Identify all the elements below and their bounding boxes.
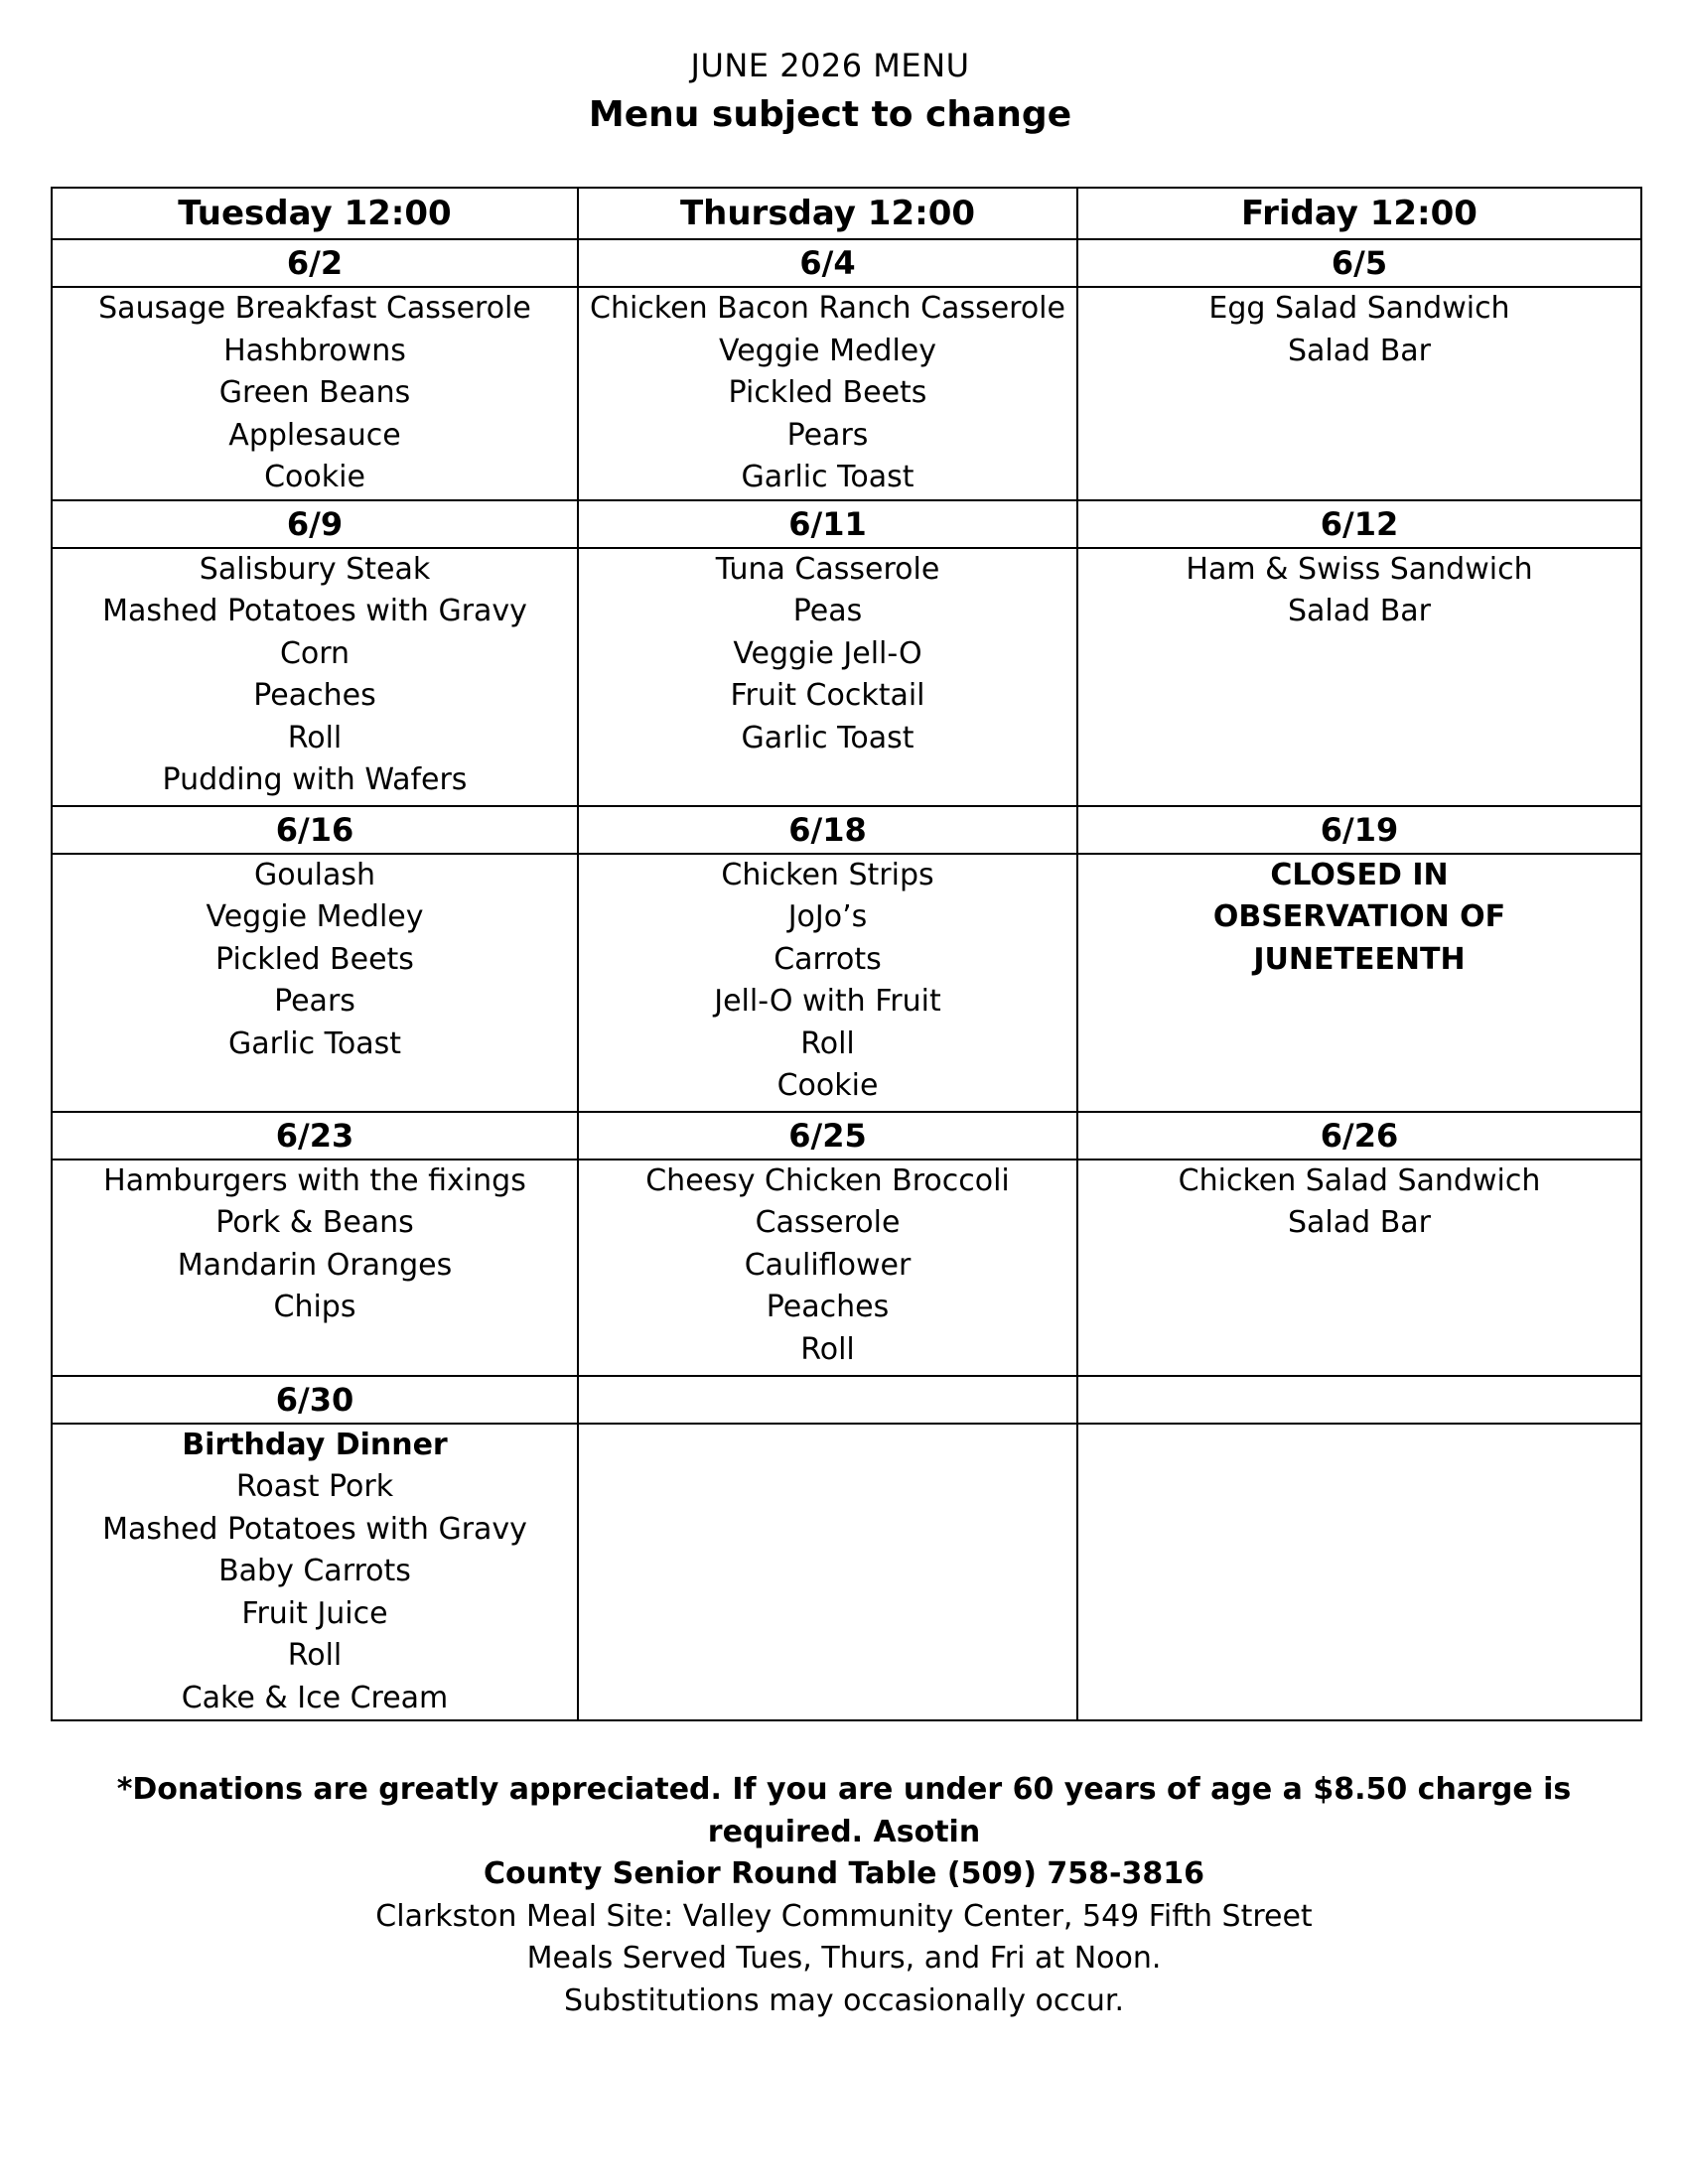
substitutions-note: Substitutions may occasionally occur.	[563, 1982, 1124, 2018]
date-cell-thursday: 6/4	[578, 239, 1077, 287]
menu-cell-tuesday	[52, 854, 578, 1112]
menu-cell-friday	[1077, 1424, 1641, 1721]
donation-note-line-1: *Donations are greatly appreciated. If you are under 60 years of age a $8.50 charge is required. Asotin	[116, 1772, 1572, 1849]
menu-item: Pickled Beets	[215, 941, 414, 977]
menu-item: Roll	[800, 1331, 855, 1367]
date-cell-tuesday: 6/16	[52, 806, 578, 854]
menu-item: Salad Bar	[1287, 1205, 1432, 1240]
date-row	[52, 1376, 1641, 1424]
menu-item: Roll	[287, 720, 343, 755]
date-cell-tuesday: 6/30	[52, 1376, 578, 1424]
menu-cell-friday	[1077, 854, 1641, 1112]
menu-item: Cheesy Chicken Broccoli	[645, 1162, 1010, 1198]
menu-item: Salad Bar	[1287, 594, 1432, 628]
menu-cell-friday	[1077, 548, 1641, 806]
menu-item-heading: Birthday Dinner	[182, 1427, 448, 1462]
menu-item: Sausage Breakfast Casserole	[98, 291, 531, 326]
date-cell-friday: 6/12	[1077, 500, 1641, 548]
date-row	[52, 1112, 1641, 1160]
menu-item: Carrots	[774, 941, 882, 977]
menu-item: Chicken Bacon Ranch Casserole	[590, 291, 1065, 326]
date-cell-tuesday: 6/23	[52, 1112, 578, 1160]
footer	[40, 1769, 1648, 2022]
date-cell-friday: 6/26	[1077, 1112, 1641, 1160]
menu-item: Egg Salad Sandwich	[1208, 291, 1510, 326]
menu-item: Baby Carrots	[218, 1554, 411, 1588]
menu-item: Fruit Juice	[241, 1595, 388, 1631]
menu-item: Veggie Jell-O	[733, 635, 922, 671]
day-header-tuesday: Tuesday 12:00	[52, 188, 578, 239]
menu-item: Pudding with Wafers	[162, 762, 468, 797]
page-header	[0, 44, 1660, 141]
closed-notice: CLOSED IN OBSERVATION OF JUNETEENTH	[1212, 857, 1506, 977]
menu-cell-thursday	[578, 1160, 1077, 1376]
day-header-friday: Friday 12:00	[1077, 188, 1641, 239]
menu-item: Pork & Beans	[215, 1205, 414, 1240]
menu-item: Cauliflower	[744, 1247, 912, 1283]
menu-item: Ham & Swiss Sandwich	[1186, 551, 1533, 587]
menu-item: Garlic Toast	[741, 720, 914, 755]
menu-item: Roll	[800, 1025, 855, 1061]
menu-item: Jell-O with Fruit	[714, 984, 941, 1019]
menu-item: Corn	[279, 635, 351, 671]
date-cell-thursday	[578, 1376, 1077, 1424]
menu-cell-thursday	[578, 287, 1077, 500]
menu-item: Roll	[287, 1638, 343, 1673]
menu-item: Fruit Cocktail	[730, 678, 925, 713]
day-header-thursday: Thursday 12:00	[578, 188, 1077, 239]
menu-items-row	[52, 1160, 1641, 1376]
menu-item: Mashed Potatoes with Gravy	[102, 594, 527, 628]
menu-items-row	[52, 548, 1641, 806]
menu-item: Salad Bar	[1287, 333, 1432, 368]
menu-cell-thursday	[578, 1424, 1077, 1721]
menu-item: Salisbury Steak	[199, 551, 431, 587]
menu-items-row	[52, 854, 1641, 1112]
date-row	[52, 500, 1641, 548]
day-header-row	[52, 188, 1641, 239]
date-cell-thursday: 6/18	[578, 806, 1077, 854]
menu-table	[51, 187, 1642, 1721]
date-cell-thursday: 6/11	[578, 500, 1077, 548]
meal-schedule: Meals Served Tues, Thurs, and Fri at Noon.	[526, 1941, 1162, 1976]
menu-cell-thursday	[578, 854, 1077, 1112]
menu-title: JUNE 2026 MENU	[690, 47, 970, 84]
date-cell-tuesday: 6/2	[52, 239, 578, 287]
date-cell-friday: 6/5	[1077, 239, 1641, 287]
menu-item: Hamburgers with the fixings	[103, 1162, 526, 1198]
menu-item: Peaches	[253, 678, 376, 713]
menu-item: Garlic Toast	[227, 1025, 402, 1061]
date-row	[52, 239, 1641, 287]
menu-item: Chips	[273, 1290, 356, 1324]
menu-item: Veggie Medley	[206, 899, 424, 934]
menu-item: Tuna Casserole	[715, 551, 940, 587]
meal-site-address: Clarkston Meal Site: Valley Community Center, 549 Fifth Street	[375, 1898, 1313, 1934]
menu-item: Veggie Medley	[719, 333, 936, 368]
menu-item: Mashed Potatoes with Gravy	[102, 1511, 527, 1547]
menu-item: Roast Pork	[235, 1469, 394, 1504]
date-row	[52, 806, 1641, 854]
menu-item: Green Beans	[218, 375, 411, 410]
menu-cell-friday	[1077, 1160, 1641, 1376]
menu-item: Pickled Beets	[728, 375, 927, 410]
menu-cell-thursday	[578, 548, 1077, 806]
menu-item: Garlic Toast	[741, 460, 914, 494]
menu-item: JoJo’s	[787, 899, 868, 934]
menu-item: Hashbrowns	[223, 333, 406, 368]
menu-item: Chicken Strips	[721, 857, 934, 892]
menu-item: Chicken Salad Sandwich	[1178, 1162, 1541, 1198]
menu-item: Casserole	[755, 1205, 901, 1240]
date-cell-friday	[1077, 1376, 1641, 1424]
menu-body	[52, 239, 1641, 1720]
menu-cell-tuesday	[52, 548, 578, 806]
menu-item: Peas	[792, 594, 863, 628]
donation-note-line-2: County Senior Round Table (509) 758-3816	[484, 1856, 1204, 1891]
menu-item: Mandarin Oranges	[177, 1247, 453, 1283]
menu-item: Peaches	[766, 1290, 890, 1324]
menu-cell-tuesday	[52, 287, 578, 500]
menu-item: Pears	[274, 984, 355, 1019]
menu-item: Pears	[786, 417, 869, 453]
menu-cell-tuesday	[52, 1160, 578, 1376]
menu-subtitle: Menu subject to change	[588, 94, 1072, 135]
menu-item: Cookie	[776, 1068, 879, 1103]
menu-items-row	[52, 1424, 1641, 1721]
menu-cell-tuesday	[52, 1424, 578, 1721]
date-cell-tuesday: 6/9	[52, 500, 578, 548]
date-cell-thursday: 6/25	[578, 1112, 1077, 1160]
menu-item: Cake & Ice Cream	[181, 1680, 449, 1715]
menu-item: Cookie	[264, 460, 365, 494]
date-cell-friday: 6/19	[1077, 806, 1641, 854]
menu-item: Applesauce	[228, 417, 401, 453]
menu-items-row	[52, 287, 1641, 500]
menu-item: Goulash	[254, 857, 375, 892]
menu-cell-friday	[1077, 287, 1641, 500]
